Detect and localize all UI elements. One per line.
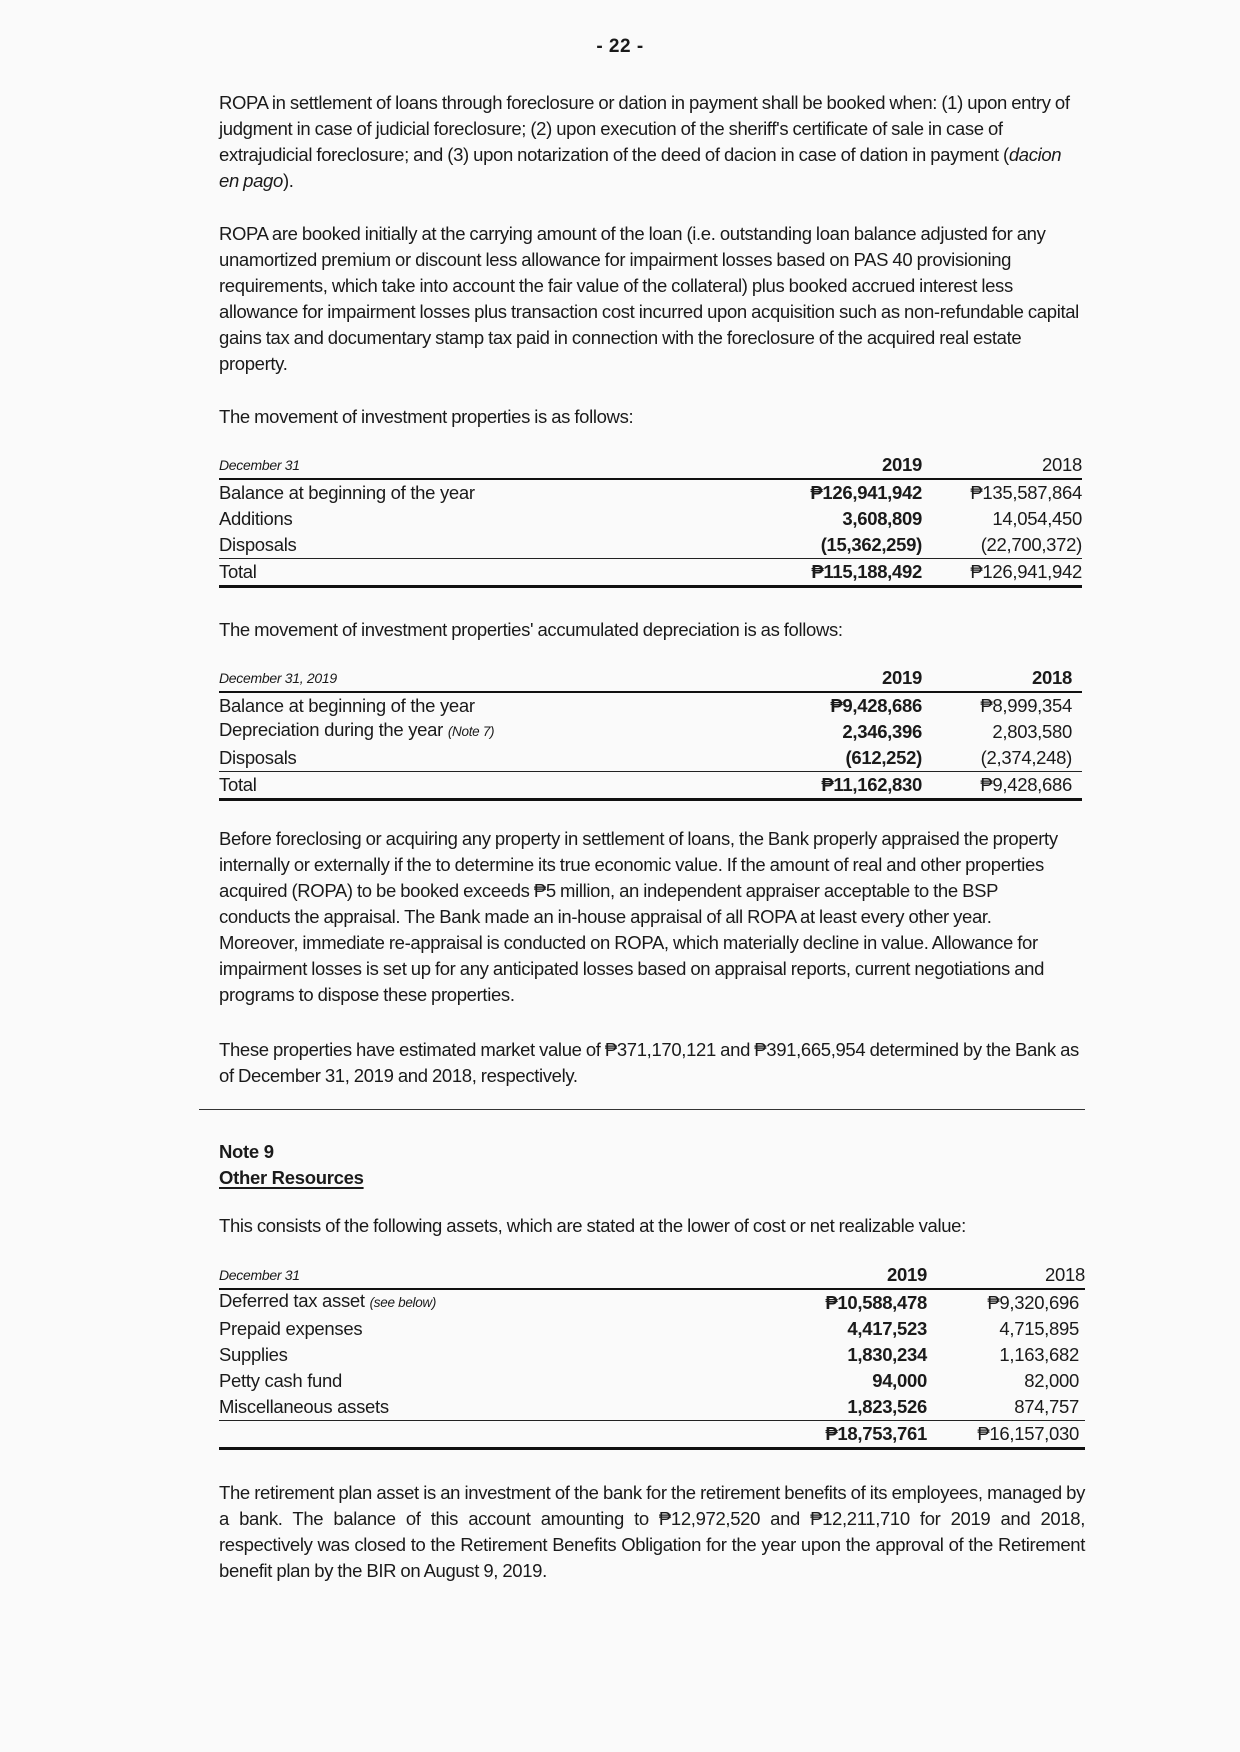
italic-term: dacion en pago [219,144,1062,191]
value-2018: (22,700,372) [980,534,1082,555]
total-2019: ₱115,188,492 [811,561,922,582]
section-divider [199,1109,1085,1110]
table-row [219,719,1082,745]
value-2018: 2,803,580 [992,721,1072,742]
total-2018: ₱16,157,030 [977,1423,1079,1444]
value-2018: ₱9,320,696 [987,1292,1079,1313]
table-row [219,1316,1085,1342]
table-header-label: December 31 [219,1267,300,1283]
table-row [219,1290,1085,1316]
row-label: Total [219,774,257,795]
column-header-2018: 2018 [1045,1264,1085,1285]
paragraph-other-resources-intro: This consists of the following assets, which are stated at the lower of cost or net realizable value: [219,1215,966,1236]
table-total-row [219,559,1082,588]
row-label: Balance at beginning of the year [219,482,475,503]
row-label [219,745,1082,771]
accumulated-depreciation-table [219,663,1082,801]
value-2018: ₱135,587,864 [970,482,1082,503]
row-label-text: Disposals [219,747,297,768]
table-row [219,1394,1085,1420]
row-label-text: Balance at beginning of the year [219,695,475,716]
investment-properties-table [219,450,1082,588]
paragraph-appraisal: Before foreclosing or acquiring any property in settlement of loans, the Bank properly appraised the property internally or externally if the to determine its true economic value. If the amount of real and other properties acquired (ROPA) to be booked exceeds ₱5 million, an independent appraiser acceptable to the BSP conducts the appraisal. The Bank made an in-house appraisal of all ROPA at least every other year. Moreover, immediate re-appraisal is conducted on ROPA, which materially decline in value. Allowance for impairment losses is set up for any anticipated losses based on appraisal reports, current negotiations and programs to dispose these properties. [219,828,1058,1005]
value-2019: 4,417,523 [847,1318,927,1339]
row-label: Petty cash fund [219,1370,343,1391]
value-2019: 3,608,809 [842,508,922,529]
note-title: Other Resources [219,1167,364,1188]
paragraph-retirement: The retirement plan asset is an investment of the bank for the retirement benefits of its employees, managed by a bank. The balance of this account amounting to ₱12,972,520 and ₱12,211,710 for 2019 and 2018, respectively was closed to the Retirement Benefits Obligation for the year upon the approval of the Retirement benefit plan by the BIR on August 9, 2019. [219,1482,1085,1581]
total-2019: ₱11,162,830 [821,774,922,795]
value-2019: ₱126,941,942 [810,482,922,503]
paragraph-movement-intro: The movement of investment properties is as follows: [219,406,634,427]
table-total-row [219,772,1082,801]
value-2019: ₱10,588,478 [825,1292,927,1313]
note-number: Note 9 [219,1141,274,1162]
value-2018: 14,054,450 [992,508,1082,529]
table-row [219,745,1082,771]
table-row [219,1342,1085,1368]
table-header-row [219,1260,1085,1288]
column-header-2018: 2018 [1042,454,1082,475]
other-resources-table [219,1260,1085,1450]
paragraph-ropa-initial: ROPA are booked initially at the carrying amount of the loan (i.e. outstanding loan balance adjusted for any unamortized premium or discount less allowance for impairment losses based on PAS 40 provisioning requirements, which take into account the fair value of the collateral) plus booked accrued interest less allowance for impairment losses plus transaction cost incurred upon acquisition such as non-refundable capital gains tax and documentary stamp tax paid in connection with the foreclosure of the acquired real estate property. [219,223,1079,374]
value-2018: 874,757 [1014,1396,1079,1417]
paragraph-market-value: These properties have estimated market value of ₱371,170,121 and ₱391,665,954 determined by the Bank as of December 31, 2019 and 2018, respectively. [219,1039,1079,1086]
table-header-row [219,450,1082,478]
table-header-row [219,663,1082,691]
value-2018: 1,163,682 [999,1344,1079,1365]
table-row [219,532,1082,558]
table-row [219,506,1082,532]
row-label [219,717,1082,745]
total-2018: ₱9,428,686 [980,774,1072,795]
value-2019: 1,830,234 [847,1344,927,1365]
total-2018: ₱126,941,942 [970,561,1082,582]
table-row [219,480,1082,506]
column-header-2018: 2018 [1032,667,1072,688]
page-number: - 22 - [596,36,644,57]
value-2018: 82,000 [1024,1370,1079,1391]
row-label: Disposals [219,534,297,555]
value-2018: ₱8,999,354 [980,695,1072,716]
paragraph-text: ROPA in settlement of loans through foreclosure or dation in payment shall be booked when: (1) upon entry of judgment in case of judicial foreclosure; (2) upon execution of the sheriff's certificate of sale in case of extrajudicial foreclosure; and (3) upon notarization of the deed of dacion in case of dation in payment ( [219,92,1070,165]
value-2018: (2,374,248) [980,747,1072,768]
value-2019: (612,252) [845,747,922,768]
table-total-row [219,1421,1085,1450]
row-label [219,1288,1085,1316]
row-label [219,693,1082,719]
row-label: Total [219,561,257,582]
row-label: Miscellaneous assets [219,1396,389,1417]
row-label: Additions [219,508,293,529]
note-reference: (see below) [369,1295,437,1310]
paragraph-ropa-booking [219,90,1084,194]
value-2019: ₱9,428,686 [830,695,922,716]
value-2018: 4,715,895 [999,1318,1079,1339]
column-header-2019: 2019 [882,454,922,475]
value-2019: 1,823,526 [847,1396,927,1417]
column-header-2019: 2019 [882,667,922,688]
total-2019: ₱18,753,761 [825,1423,927,1444]
row-label: Supplies [219,1344,288,1365]
note-reference: (Note 7) [447,724,495,739]
table-header-label: December 31 [219,457,300,473]
paragraph-text-end: ). [282,170,294,191]
table-row [219,1368,1085,1394]
row-label-text: Deferred tax asset [219,1290,370,1311]
paragraph-depreciation-intro: The movement of investment properties' accumulated depreciation is as follows: [219,619,843,640]
table-header-label: December 31, 2019 [219,670,337,686]
row-label-text: Depreciation during the year [219,719,448,740]
column-header-2019: 2019 [887,1264,927,1285]
table-row [219,693,1082,719]
value-2019: 94,000 [872,1370,927,1391]
row-label: Prepaid expenses [219,1318,363,1339]
value-2019: (15,362,259) [820,534,922,555]
value-2019: 2,346,396 [842,721,922,742]
